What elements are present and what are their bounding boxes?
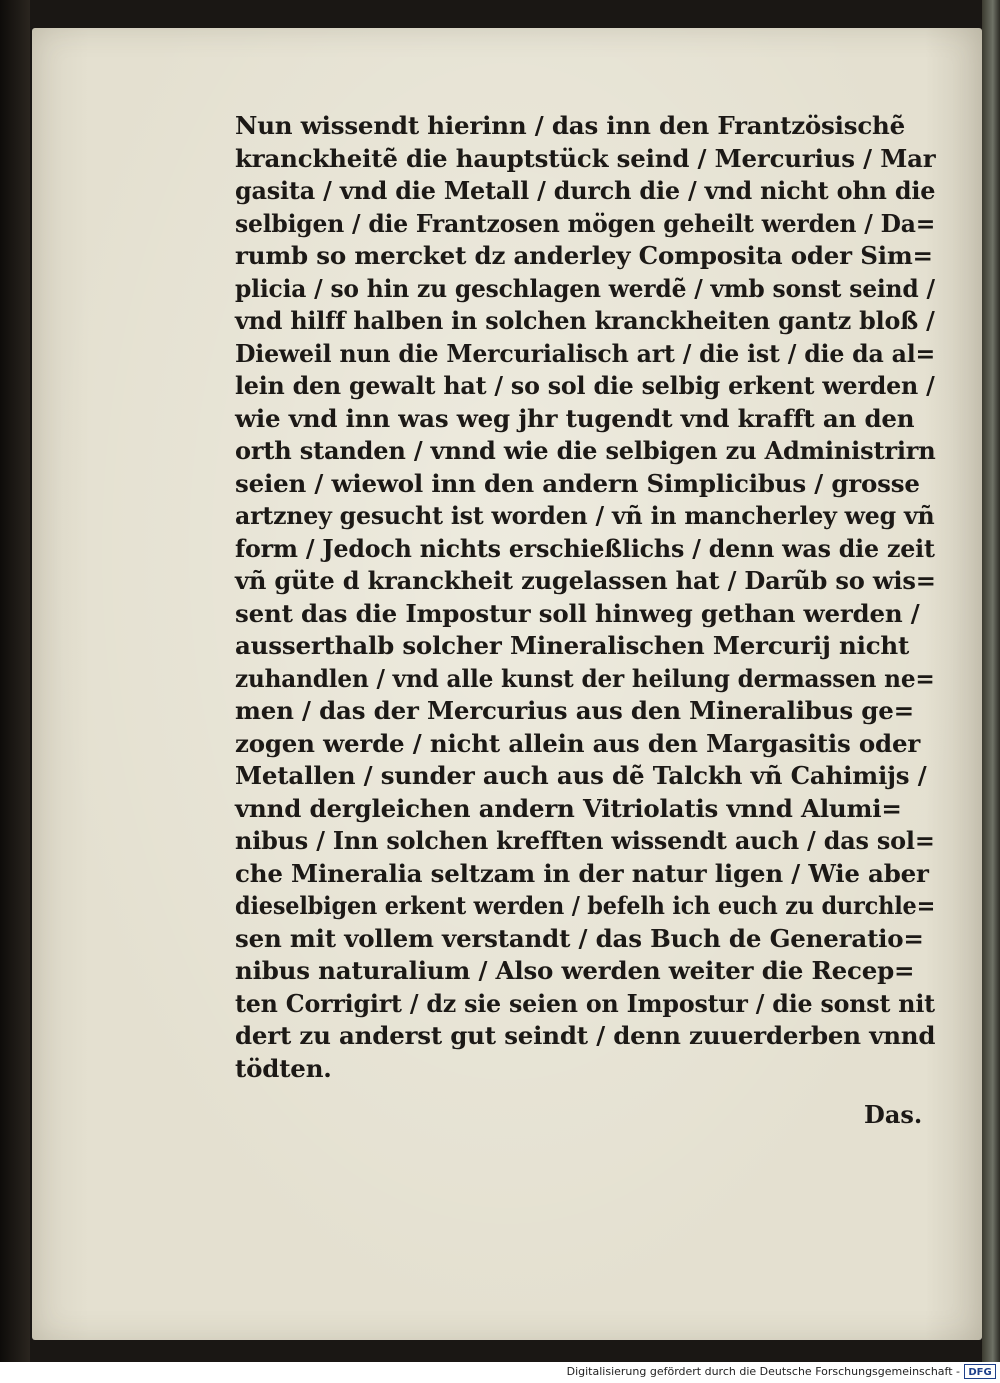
page-edge <box>982 0 1000 1362</box>
text-line: wie vnd inn was weg jhr tugendt vnd krafft an den <box>235 403 915 433</box>
text-line: vnd hilff halben in solchen kranckheiten gantz bloß / <box>235 306 935 335</box>
text-line: rumb so mercket dz anderley Composita oder Sim= <box>235 241 933 270</box>
text-line: tödten. <box>235 1053 332 1083</box>
text-line: Nun wissendt hierinn / das inn den Frantzösischẽ <box>235 111 906 140</box>
dfg-logo: DFG <box>964 1364 996 1379</box>
text-line: seien / wiewol inn den andern Simplicibus / grosse <box>235 468 920 498</box>
book-page <box>32 28 982 1340</box>
text-line: ausserthalb solcher Mineralischen Mercurij nicht <box>235 631 910 660</box>
text-line: zuhandlen / vnd alle kunst der heilung dermassen ne= <box>235 663 935 693</box>
page-text <box>235 110 935 1085</box>
text-line: lein den gewalt hat / so sol die selbig erkent werden / <box>235 371 935 400</box>
binding-shadow <box>0 0 30 1362</box>
text-line: zogen werde / nicht allein aus den Margasitis oder <box>235 728 921 758</box>
text-line: form / Jedoch nichts erschießlichs / denn was die zeit <box>235 533 935 563</box>
text-line: Dieweil nun die Mercurialisch art / die ist / die da al= <box>235 338 936 368</box>
text-line: Metallen / sunder auch aus dẽ Talckh vñ Cahimijs / <box>235 761 927 790</box>
text-line: orth standen / vnnd wie die selbigen zu Administrirn <box>235 436 936 465</box>
text-line: dert zu anderst gut seindt / denn zuuerderben vnnd <box>235 1021 936 1050</box>
text-line: selbigen / die Frantzosen mögen geheilt werden / Da= <box>235 208 936 238</box>
text-line: sen mit vollem verstandt / das Buch de Generatio= <box>235 923 924 953</box>
text-line: nibus naturalium / Also werden weiter die Recep= <box>235 956 915 985</box>
text-line: artzney gesucht ist worden / vñ in mancherley weg vñ <box>235 501 935 530</box>
text-line: men / das der Mercurius aus den Mineralibus ge= <box>235 696 914 725</box>
text-line: sent das die Impostur soll hinweg gethan werden / <box>235 598 920 628</box>
text-line: ten Corrigirt / dz sie seien on Impostur / die sonst nit <box>235 988 935 1018</box>
text-line: nibus / Inn solchen krefften wissendt auch / das sol= <box>235 826 935 855</box>
footer-bar <box>0 1362 1000 1383</box>
catchword: Das. <box>864 1100 923 1129</box>
text-line: vñ güte d kranckheit zugelassen hat / Darũb so wis= <box>235 566 936 595</box>
text-line: dieselbigen erkent werden / befelh ich euch zu durchle= <box>235 891 936 920</box>
text-line: vnnd dergleichen andern Vitriolatis vnnd Alumi= <box>235 793 902 823</box>
text-line: gasita / vnd die Metall / durch die / vnd nicht ohn die <box>235 176 936 205</box>
text-line: che Mineralia seltzam in der natur ligen / Wie aber <box>235 858 929 888</box>
text-line: plicia / so hin zu geschlagen werdẽ / vmb sonst seind / <box>235 273 935 303</box>
footer-credit: Digitalisierung gefördert durch die Deutsche Forschungsgemeinschaft - <box>566 1365 960 1378</box>
text-line: kranckheitẽ die hauptstück seind / Mercurius / Mar <box>235 143 936 173</box>
